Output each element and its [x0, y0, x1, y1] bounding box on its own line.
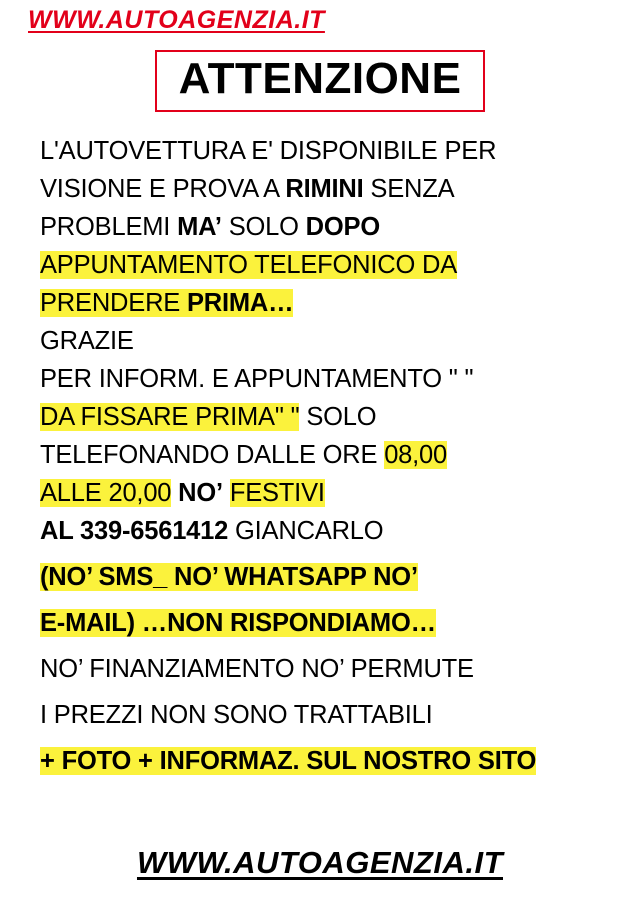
line-2-city: RIMINI	[285, 175, 364, 203]
line-9-time-start: 08,00	[384, 441, 447, 469]
line-15-text: I PREZZI NON SONO TRATTABILI	[40, 701, 433, 729]
attention-banner	[0, 50, 640, 112]
line-14-text: NO’ FINANZIAMENTO NO’ PERMUTE	[40, 655, 474, 683]
notice-line-2	[40, 170, 616, 208]
notice-line-15	[40, 696, 616, 734]
line-3-text-a: PROBLEMI	[40, 213, 178, 241]
line-1-text: L'AUTOVETTURA E' DISPONIBILE PER	[40, 137, 497, 165]
top-website-url[interactable]: WWW.AUTOAGENZIA.IT	[28, 6, 325, 34]
notice-line-3	[40, 208, 616, 246]
attention-box	[155, 50, 486, 112]
line-13-text: E-MAIL) …NON RISPONDIAMO…	[40, 609, 436, 637]
line-16-text: + FOTO + INFORMAZ. SUL NOSTRO SITO	[40, 747, 537, 775]
line-8-text-a: DA FISSARE	[40, 403, 196, 431]
line-10-space-2	[223, 479, 230, 507]
notice-line-11	[40, 512, 616, 550]
line-10-text-e: FESTIVI	[229, 479, 325, 507]
line-9-text-a: TELEFONANDO DALLE ORE	[40, 441, 385, 469]
notice-line-13	[40, 604, 616, 642]
line-3-text-d: DOPO	[305, 213, 380, 241]
notice-line-8	[40, 398, 616, 436]
notice-line-10	[40, 474, 616, 512]
notice-line-6	[40, 322, 616, 360]
notice-line-16	[40, 742, 616, 780]
notice-line-12	[40, 558, 616, 596]
line-12-text: (NO’ SMS_ NO’ WHATSAPP NO’	[40, 563, 418, 591]
notice-body	[40, 132, 616, 780]
line-8-text-c: SOLO	[299, 403, 377, 431]
line-4-text: APPUNTAMENTO TELEFONICO DA	[40, 251, 458, 279]
bottom-website-url[interactable]: WWW.AUTOAGENZIA.IT	[136, 845, 503, 880]
notice-line-1	[40, 132, 616, 170]
phone-number[interactable]: AL 339-6561412	[40, 517, 229, 545]
contact-name: GIANCARLO	[228, 517, 384, 545]
line-3-text-c: SOLO	[221, 213, 306, 241]
line-2-text-c: SENZA	[363, 175, 455, 203]
line-10-text-c: NO’	[178, 479, 223, 507]
line-6-text: GRAZIE	[40, 327, 134, 355]
attention-title: ATTENZIONE	[178, 54, 462, 103]
line-7-text: PER INFORM. E APPUNTAMENTO " "	[40, 365, 474, 393]
line-8-text-b: PRIMA" "	[195, 403, 300, 431]
line-10-time-end: ALLE 20,00	[40, 479, 172, 507]
line-5-text-b: PRIMA…	[186, 289, 294, 317]
notice-line-14	[40, 650, 616, 688]
notice-line-9	[40, 436, 616, 474]
notice-line-4	[40, 246, 616, 284]
notice-line-7	[40, 360, 616, 398]
notice-line-5	[40, 284, 616, 322]
line-5-text-a: PRENDERE	[40, 289, 187, 317]
line-2-text-a: VISIONE E PROVA A	[40, 175, 286, 203]
line-3-text-b: MA’	[177, 213, 222, 241]
